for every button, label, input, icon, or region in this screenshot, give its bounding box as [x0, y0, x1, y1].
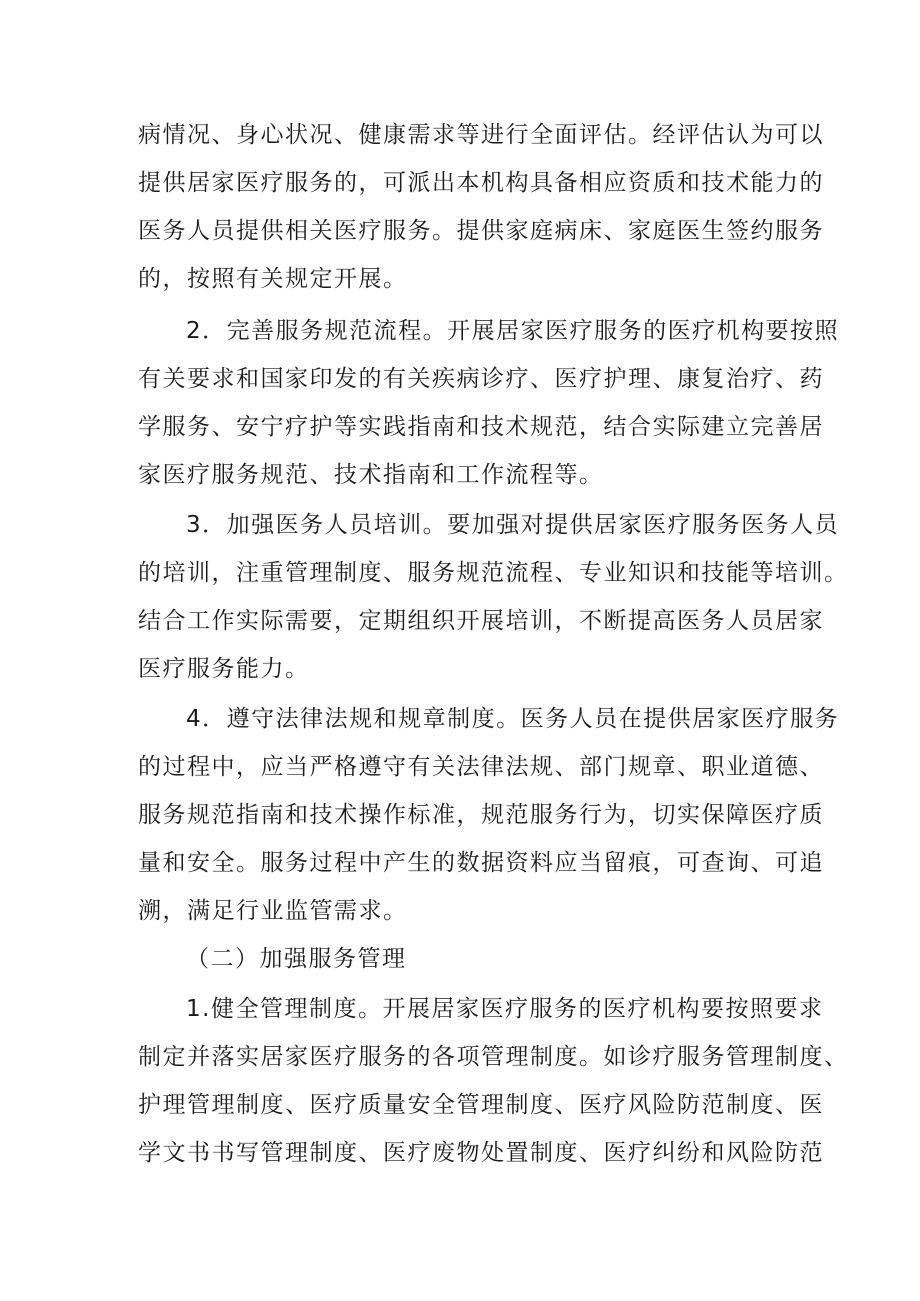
paragraph-line: 的培训，注重管理制度、服务规范流程、专业知识和技能等培训。	[138, 560, 849, 586]
paragraph-line: 医务人员提供相关医疗服务。提供家庭病床、家庭医生签约服务	[138, 218, 824, 244]
paragraph-line: 制定并落实居家医疗服务的各项管理制度。如诊疗服务管理制度、	[138, 1044, 849, 1070]
item-3-line: 3．加强医务人员培训。要加强对提供居家医疗服务医务人员	[186, 512, 840, 538]
paragraph-line: 有关要求和国家印发的有关疾病诊疗、医疗护理、康复治疗、药	[138, 366, 824, 392]
paragraph-line: 结合工作实际需要，定期组织开展培训，不断提高医务人员居家	[138, 608, 824, 634]
item-2-line: 2．完善服务规范流程。开展居家医疗服务的医疗机构要按照	[186, 318, 840, 344]
paragraph-line: 医疗服务能力。	[138, 656, 310, 682]
item-1-line: 1.健全管理制度。开展居家医疗服务的医疗机构要按照要求	[186, 996, 824, 1022]
item-4-line: 4．遵守法律法规和规章制度。医务人员在提供居家医疗服务	[186, 706, 840, 732]
paragraph-line: 学服务、安宁疗护等实践指南和技术规范，结合实际建立完善居	[138, 414, 824, 440]
paragraph-line: 溯，满足行业监管需求。	[138, 898, 408, 924]
paragraph-line: 学文书书写管理制度、医疗废物处置制度、医疗纠纷和风险防范	[138, 1140, 824, 1166]
paragraph-line: 的，按照有关规定开展。	[138, 266, 408, 292]
paragraph-line: 的过程中，应当严格遵守有关法律法规、部门规章、职业道德、	[138, 754, 824, 780]
paragraph-line: 护理管理制度、医疗质量安全管理制度、医疗风险防范制度、医	[138, 1092, 824, 1118]
paragraph-line: 量和安全。服务过程中产生的数据资料应当留痕，可查询、可追	[138, 850, 824, 876]
paragraph-line: 病情况、身心状况、健康需求等进行全面评估。经评估认为可以	[138, 122, 824, 148]
paragraph-line: 家医疗服务规范、技术指南和工作流程等。	[138, 462, 604, 488]
section-heading: （二）加强服务管理	[186, 946, 407, 972]
paragraph-line: 提供居家医疗服务的，可派出本机构具备相应资质和技术能力的	[138, 170, 824, 196]
paragraph-line: 服务规范指南和技术操作标准，规范服务行为，切实保障医疗质	[138, 802, 824, 828]
